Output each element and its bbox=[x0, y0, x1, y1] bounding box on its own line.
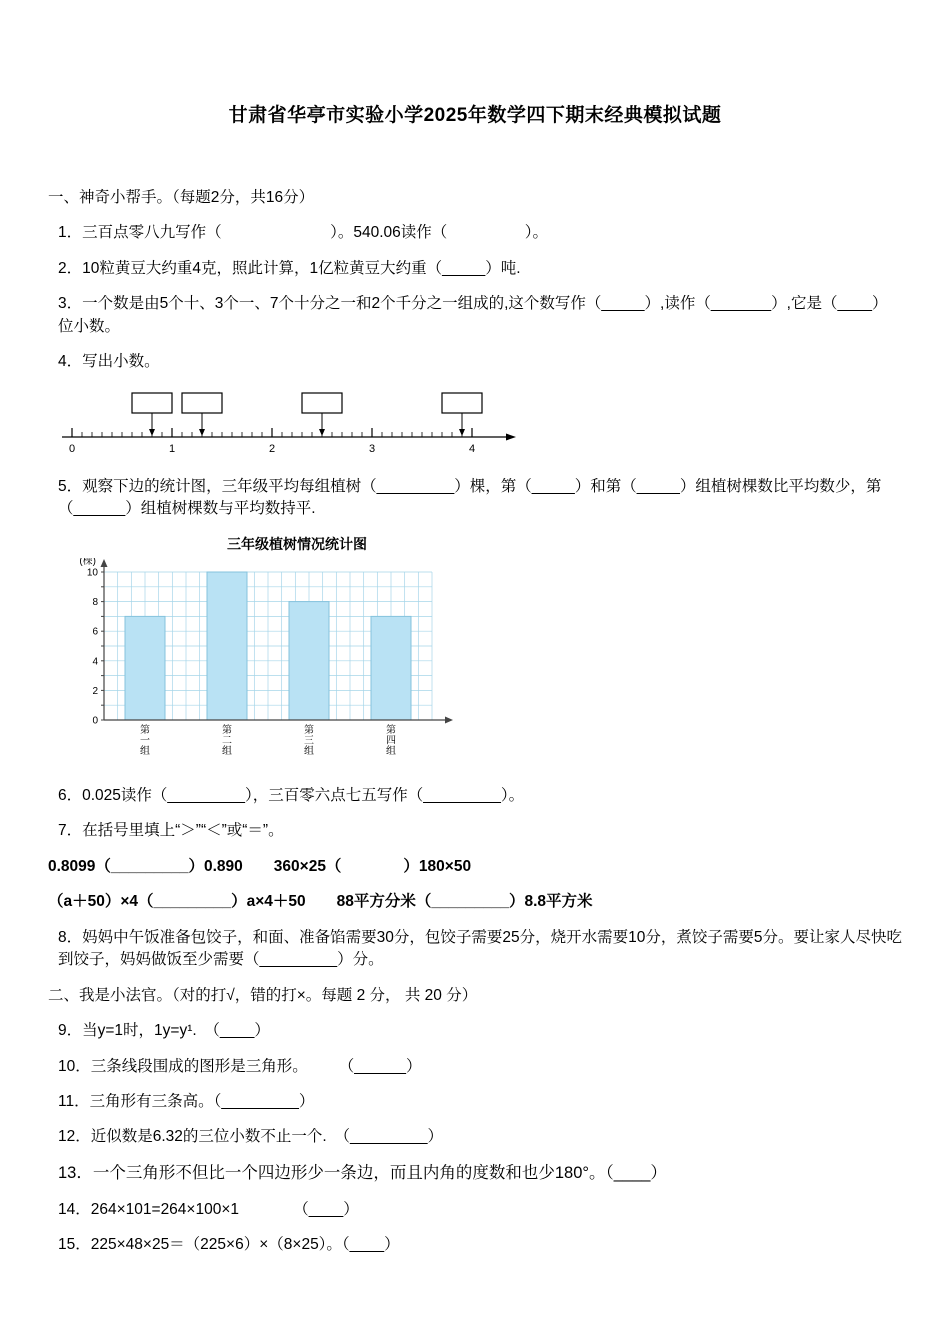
question-7: 7．在括号里填上“＞”“＜”或“＝”。 bbox=[58, 822, 284, 840]
question-5: 5．观察下边的统计图，三年级平均每组植树（_________）棵，第（_____）和第（_____）组植树棵数比平均数少，第（______）组植树棵数与平均数持平. bbox=[58, 477, 882, 518]
decimal-answer-box bbox=[132, 393, 172, 413]
chart-bar bbox=[207, 572, 247, 720]
number-line-figure bbox=[52, 387, 902, 462]
svg-text:10: 10 bbox=[86, 567, 98, 579]
question-9: 9．当y=1时，1y=y¹. （____） bbox=[58, 1022, 270, 1040]
svg-text:6: 6 bbox=[92, 626, 98, 638]
chart-category-label: 第一组 bbox=[140, 724, 150, 757]
question-2: 2．10粒黄豆大约重4克，照此计算，1亿粒黄豆大约重（_____）吨. bbox=[58, 259, 521, 277]
question-6: 6．0.025读作（_________），三百零六点七五写作（_________）。 bbox=[58, 786, 525, 804]
chart-bar bbox=[371, 616, 411, 720]
svg-text:4: 4 bbox=[92, 656, 98, 668]
question-14: 14．264×101=264×100×1 （____） bbox=[58, 1200, 359, 1218]
number-line-svg bbox=[52, 387, 532, 457]
chart-bar bbox=[289, 601, 329, 719]
question-10: 10．三条线段围成的图形是三角形。 （______） bbox=[58, 1057, 422, 1075]
svg-text:8: 8 bbox=[92, 596, 98, 608]
question-8: 8．妈妈中午饭准备包饺子，和面、准备馅需要30分，包饺子需要25分，烧开水需要10分，煮饺子需要5分。要让家人尽快吃到饺子，妈妈做饭至少需要（_________）分。 bbox=[58, 928, 902, 969]
chart-category-label: 第三组 bbox=[304, 724, 314, 757]
tree-planting-chart bbox=[62, 534, 502, 771]
chart-title: 三年级植树情况统计图 bbox=[227, 535, 367, 552]
page-title: 甘肃省华亭市实验小学2025年数学四下期末经典模拟试题 bbox=[228, 105, 722, 126]
question-7-line-1: 0.8099（_________）0.890 360×25（ ）180×50 bbox=[48, 857, 472, 875]
chart-category-label: 第二组 bbox=[222, 724, 232, 757]
section-1-header: 一、神奇小帮手。（每题2分，共16分） bbox=[48, 189, 315, 206]
question-3: 3．一个数是由5个十、3个一、7个十分之一和2个千分之一组成的,这个数写作（_____）,读作（_______）,它是（____）位小数。 bbox=[58, 295, 888, 335]
question-11: 11．三角形有三条高。（_________） bbox=[58, 1092, 315, 1110]
question-4: 4．写出小数。 bbox=[58, 353, 160, 371]
svg-text:3: 3 bbox=[368, 442, 376, 455]
chart-bar bbox=[125, 616, 165, 720]
question-12: 12．近似数是6.32的三位小数不止一个. （_________） bbox=[58, 1128, 444, 1146]
decimal-answer-box bbox=[442, 393, 482, 413]
decimal-answer-box bbox=[182, 393, 222, 413]
svg-text:1: 1 bbox=[168, 442, 176, 455]
decimal-answer-box bbox=[302, 393, 342, 413]
question-15: 15．225×48×25＝（225×6）×（8×25）。（____） bbox=[58, 1236, 400, 1254]
question-7-line-2: （a＋50）×4（_________）a×4＋50 88平方分米（_________）8.8平方米 bbox=[48, 893, 593, 911]
question-1: 1．三百点零八九写作（ ）。540.06读作（ ）。 bbox=[58, 224, 549, 242]
section-2-header: 二、我是小法官。（对的打√，错的打×。每题 2 分， 共 20 分） bbox=[48, 986, 478, 1004]
question-13: 13．一个三角形不但比一个四边形少一条边，而且内角的度数和也少180°。（____） bbox=[58, 1163, 667, 1182]
chart-y-axis-label: (棵) bbox=[79, 557, 96, 567]
tree-chart-svg bbox=[62, 558, 462, 766]
svg-text:2: 2 bbox=[92, 685, 98, 697]
svg-text:0: 0 bbox=[92, 715, 98, 727]
svg-text:2: 2 bbox=[268, 442, 276, 455]
svg-text:4: 4 bbox=[468, 442, 476, 455]
svg-text:0: 0 bbox=[68, 442, 76, 455]
chart-category-label: 第四组 bbox=[386, 724, 396, 757]
